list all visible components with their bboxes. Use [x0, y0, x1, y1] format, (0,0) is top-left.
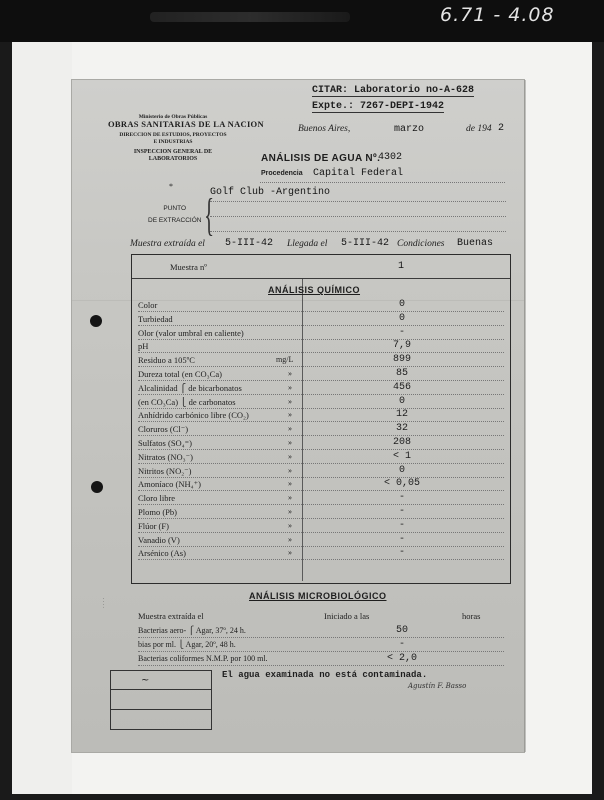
chem-row-label: Anhídrido carbónico libre (CO₂)	[138, 410, 249, 421]
analysis-title: ANÁLISIS DE AGUA Nº.	[261, 153, 381, 164]
procedencia-label: Procedencia	[261, 170, 303, 177]
chem-row-unit: »	[288, 451, 292, 461]
date-month: marzo	[394, 124, 425, 135]
chem-row-value: < 0,05	[383, 478, 420, 490]
row-rule	[138, 421, 504, 422]
row-rule	[138, 463, 504, 464]
row-rule	[138, 637, 504, 638]
row-rule	[138, 665, 504, 666]
file-reference: Expte.: 7267-DEPI-1942	[312, 101, 445, 112]
chem-row-value: < 1	[392, 450, 411, 462]
chem-row-value: -	[398, 326, 405, 338]
punto-value: Golf Club -Argentino	[210, 187, 331, 198]
chem-section-title: ANÁLISIS QUÍMICO	[268, 285, 361, 295]
chem-row-label: Arsénico (As)	[138, 548, 186, 559]
row-rule	[138, 477, 504, 478]
chem-row-unit: »	[288, 424, 292, 434]
ministry-line: INSPECCION GENERAL DE	[133, 149, 213, 155]
micro-row-label: Bacterias aero- ⎧ Agar, 37º, 24 h.	[138, 626, 246, 635]
row-rule	[138, 518, 504, 519]
lab-reference: CITAR: Laboratorio no-A-628	[312, 85, 475, 96]
chem-row-value: -	[398, 506, 405, 517]
ministry-line: DIRECCION DE ESTUDIOS, PROYECTOS	[119, 132, 227, 138]
row-rule	[138, 352, 504, 353]
llegada-value: 5-III-42	[341, 238, 390, 249]
chem-row-unit: »	[288, 493, 292, 503]
row-rule	[138, 408, 504, 409]
chem-row-value: -	[398, 533, 405, 545]
micro-row-label: bias por ml. ⎩ Agar, 20º, 48 h.	[138, 640, 236, 649]
row-rule	[138, 339, 504, 340]
chem-row-label: Sulfatos (SO₄⁼)	[138, 438, 192, 448]
ministry-header	[108, 114, 264, 163]
row-rule	[138, 366, 504, 367]
punto-label-line: DE EXTRACCIÓN	[148, 217, 202, 224]
micro-horas-label: horas	[462, 611, 481, 621]
chem-row-unit: »	[288, 369, 292, 378]
muestra-value: 5-III-42	[225, 238, 274, 249]
row-rule	[138, 651, 504, 652]
row-rule	[138, 559, 504, 560]
side-printing: · · · ·	[102, 597, 107, 608]
conclusion-text: El agua examinada no está contaminada.	[222, 670, 428, 680]
brace-mark: {	[204, 189, 215, 240]
row-rule	[138, 490, 504, 491]
chem-row-unit: »	[288, 507, 292, 516]
row-rule	[138, 449, 504, 450]
chem-row-unit: mg/L	[276, 355, 294, 365]
punto-label	[148, 203, 201, 227]
sample-label: Muestra nº	[170, 262, 207, 272]
chem-row-value: 0	[398, 312, 405, 324]
row-rule	[138, 532, 504, 533]
chem-row-value: 208	[392, 437, 411, 448]
year-digit: 2	[498, 123, 505, 134]
muestra-label: Muestra extraída el	[130, 239, 205, 249]
row-rule	[138, 325, 504, 326]
punto-underline-3	[210, 231, 506, 232]
punto-underline	[210, 201, 506, 202]
micro-iniciado-label: Iniciado a las	[324, 611, 370, 621]
chem-row-unit: »	[288, 548, 292, 558]
chem-row-label: Vanadio (V)	[138, 534, 180, 545]
table-header-rule	[132, 278, 510, 279]
row-rule	[138, 311, 504, 312]
chem-row-unit: »	[288, 410, 292, 420]
row-rule	[138, 546, 504, 547]
chem-row-label: Residuo a 105ºC	[138, 355, 195, 366]
llegada-label: Llegada el	[287, 239, 328, 249]
asterisk-mark: *	[169, 182, 173, 191]
handwritten-annotation: 6.71 - 4.08	[440, 4, 555, 26]
micro-row-label: Bacterias coliformes N.M.P. por 100 ml.	[138, 654, 268, 663]
chem-row-value: 85	[395, 368, 408, 379]
film-smudge	[150, 12, 350, 22]
chem-row-value: -	[398, 547, 405, 559]
stamp-rule	[111, 709, 211, 710]
receipt-stamp	[110, 670, 212, 730]
chem-row-value: 7,9	[392, 340, 411, 352]
mount-left-strip	[12, 42, 72, 794]
ministry-line: E INDUSTRIAS	[153, 139, 193, 145]
ministry-line: Ministerio de Obras Públicas	[138, 114, 208, 120]
row-rule	[138, 504, 504, 505]
punto-label-line: PUNTO	[163, 205, 187, 212]
chem-row-label: Cloro libre	[138, 493, 176, 504]
row-rule	[138, 435, 504, 436]
micro-extraida-label: Muestra extraída el	[138, 611, 204, 621]
chem-row-value: 0	[398, 299, 405, 310]
chem-row-value: -	[398, 519, 405, 531]
micro-row-value: -	[398, 639, 405, 650]
chem-row-label: Amoníaco (NH₄⁺)	[138, 479, 201, 490]
chem-row-unit: »	[288, 534, 292, 544]
chem-row-label: Nitratos (NO₃⁻)	[138, 451, 193, 462]
chem-row-unit: »	[288, 438, 292, 447]
chem-row-value: 0	[398, 464, 405, 476]
chem-row-unit: »	[288, 396, 292, 406]
punto-underline-2	[210, 216, 506, 217]
year-label: de 194	[466, 124, 492, 134]
micro-row-value: < 2,0	[386, 653, 417, 664]
chem-row-label: Olor (valor umbral en caliente)	[138, 327, 244, 338]
procedencia-value: Capital Federal	[313, 168, 404, 179]
chem-row-label: Dureza total (en CO₃Ca)	[138, 369, 222, 379]
chem-row-value: 899	[392, 354, 411, 366]
chem-row-label: pH	[138, 341, 149, 352]
chem-row-label: Plomo (Pb)	[138, 507, 177, 517]
sheet-edge	[524, 80, 526, 752]
chem-row-value: 0	[398, 395, 405, 407]
procedencia-underline	[260, 182, 505, 183]
chem-row-unit: »	[288, 520, 292, 530]
signature: Agustín F. Basso	[408, 682, 467, 690]
micro-row-value: 50	[395, 625, 408, 636]
condiciones-label: Condiciones	[397, 239, 445, 249]
chem-row-value: 456	[392, 381, 411, 393]
chem-row-unit: »	[288, 382, 292, 392]
chem-row-unit: »	[288, 479, 292, 489]
chem-row-value: -	[398, 492, 405, 504]
chem-row-value: 12	[395, 409, 408, 421]
sample-value: 1	[398, 261, 405, 272]
chem-row-label: (en CO₃Ca) ⎩ de carbonatos	[138, 396, 236, 407]
condiciones-value: Buenas	[457, 238, 494, 249]
chem-row-label: Turbiedad	[138, 313, 173, 324]
stamp-rule	[111, 689, 211, 690]
analysis-number: 4302	[378, 152, 403, 163]
micro-section-title: ANÁLISIS MICROBIOLÓGICO	[249, 591, 387, 601]
chem-row-unit: »	[288, 465, 292, 475]
ministry-name: OBRAS SANITARIAS DE LA NACION	[108, 119, 264, 129]
chem-row-label: Nitritos (NO₂⁻)	[138, 465, 192, 476]
row-rule	[138, 380, 504, 381]
chem-row-label: Alcalinidad ⎧ de bicarbonatos	[138, 382, 242, 393]
punch-hole-top	[90, 315, 102, 327]
chem-row-value: 32	[395, 423, 408, 435]
chem-row-label: Cloruros (Cl⁻)	[138, 424, 189, 435]
punch-hole-bottom	[91, 481, 103, 493]
chem-row-label: Color	[138, 300, 158, 310]
stamp-scribble: ~	[141, 675, 150, 686]
ministry-line: LABORATORIOS	[148, 156, 198, 162]
chem-row-label: Flúor (F)	[138, 520, 169, 531]
city-label: Buenos Aires,	[298, 124, 351, 134]
row-rule	[138, 394, 504, 395]
